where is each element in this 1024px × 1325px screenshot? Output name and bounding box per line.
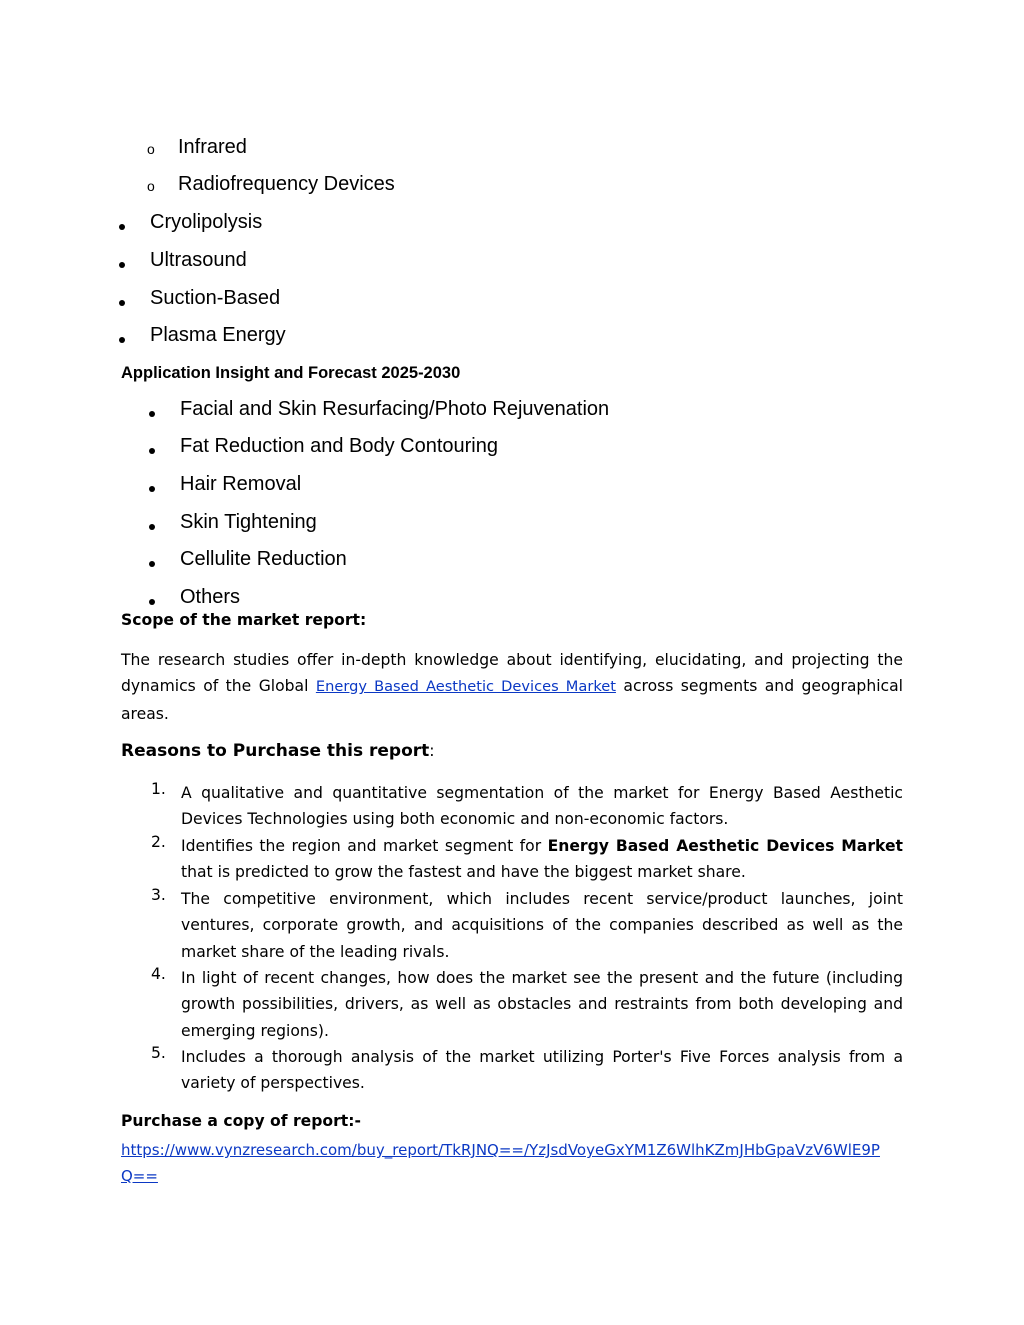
item-number: 2. — [151, 833, 166, 851]
bullet-icon — [149, 599, 155, 605]
bullet-icon — [119, 337, 125, 343]
item-number: 1. — [151, 780, 166, 798]
bullet-icon — [119, 224, 125, 230]
item-text: A qualitative and quantitative segmentation of the market for Energy Based Aesthetic Devices Technologies using both economic and non-economic factors. — [181, 784, 903, 829]
bullet-icon — [149, 486, 155, 492]
scope-heading: Scope of the market report: — [121, 611, 367, 629]
list-item: Facial and Skin Resurfacing/Photo Rejuvenation — [180, 398, 610, 420]
application-heading: Application Insight and Forecast 2025-2030 — [121, 364, 461, 382]
bullet-icon — [149, 411, 155, 417]
list-item: Ultrasound — [150, 249, 247, 271]
purchase-link[interactable] — [121, 1137, 911, 1189]
item-text-start: Identifies the region and market segment for — [181, 837, 548, 855]
item-text — [181, 833, 903, 886]
circle-bullet-icon: o — [147, 141, 155, 157]
list-item: Cellulite Reduction — [180, 548, 347, 570]
circle-bullet-icon: o — [147, 178, 155, 194]
bullet-icon — [149, 524, 155, 530]
item-text: Includes a thorough analysis of the market utilizing Porter's Five Forces analysis from a variety of perspectives. — [181, 1048, 903, 1093]
item-number: 5. — [151, 1044, 166, 1062]
bullet-icon — [119, 300, 125, 306]
item-text: In light of recent changes, how does the market see the present and the future (including growth possibilities, drivers, as well as obstacles and restraints from both developing and emerging regions). — [181, 969, 903, 1040]
list-item: Suction-Based — [150, 287, 281, 309]
reasons-heading-text: Reasons to Purchase this report — [121, 741, 430, 761]
scope-text-end: across segments and geographical areas. — [121, 677, 903, 723]
reasons-heading-colon: : — [429, 742, 435, 760]
item-text: The competitive environment, which includes recent service/product launches, joint ventures, corporate growth, and acquisitions of the companies described as well as the market share of the leading rivals. — [181, 890, 903, 961]
list-item: Cryolipolysis — [150, 211, 263, 233]
bullet-icon — [149, 448, 155, 454]
list-item: Plasma Energy — [150, 324, 286, 346]
list-item: Radiofrequency Devices — [178, 173, 395, 195]
scope-paragraph — [121, 647, 903, 727]
list-item: Hair Removal — [180, 473, 302, 495]
item-text-end: that is predicted to grow the fastest and have the biggest market share. — [181, 863, 746, 882]
list-item: Others — [180, 586, 241, 608]
purchase-link-line2[interactable]: Q== — [121, 1167, 158, 1185]
bullet-icon — [149, 561, 155, 567]
market-link[interactable]: Energy Based Aesthetic Devices Market — [315, 678, 616, 696]
reasons-heading — [121, 741, 435, 761]
item-text-bold: Energy Based Aesthetic Devices Market — [547, 837, 903, 855]
item-number: 4. — [151, 965, 166, 983]
purchase-heading: Purchase a copy of report:- — [121, 1112, 361, 1130]
list-item: Infrared — [178, 136, 247, 158]
bullet-icon — [119, 262, 125, 268]
list-item: Skin Tightening — [180, 511, 317, 533]
list-item: Fat Reduction and Body Contouring — [180, 435, 498, 457]
purchase-link-line1[interactable]: https://www.vynzresearch.com/buy_report/TkRJNQ==/YzJsdVoyeGxYM1Z6WlhKZmJHbGpaVzV6WlE9P — [121, 1141, 880, 1159]
scope-text: The research studies offer in-depth knowledge about identifying, elucidating, and projecting the dynamics of the Global — [121, 651, 903, 696]
item-number: 3. — [151, 886, 166, 904]
